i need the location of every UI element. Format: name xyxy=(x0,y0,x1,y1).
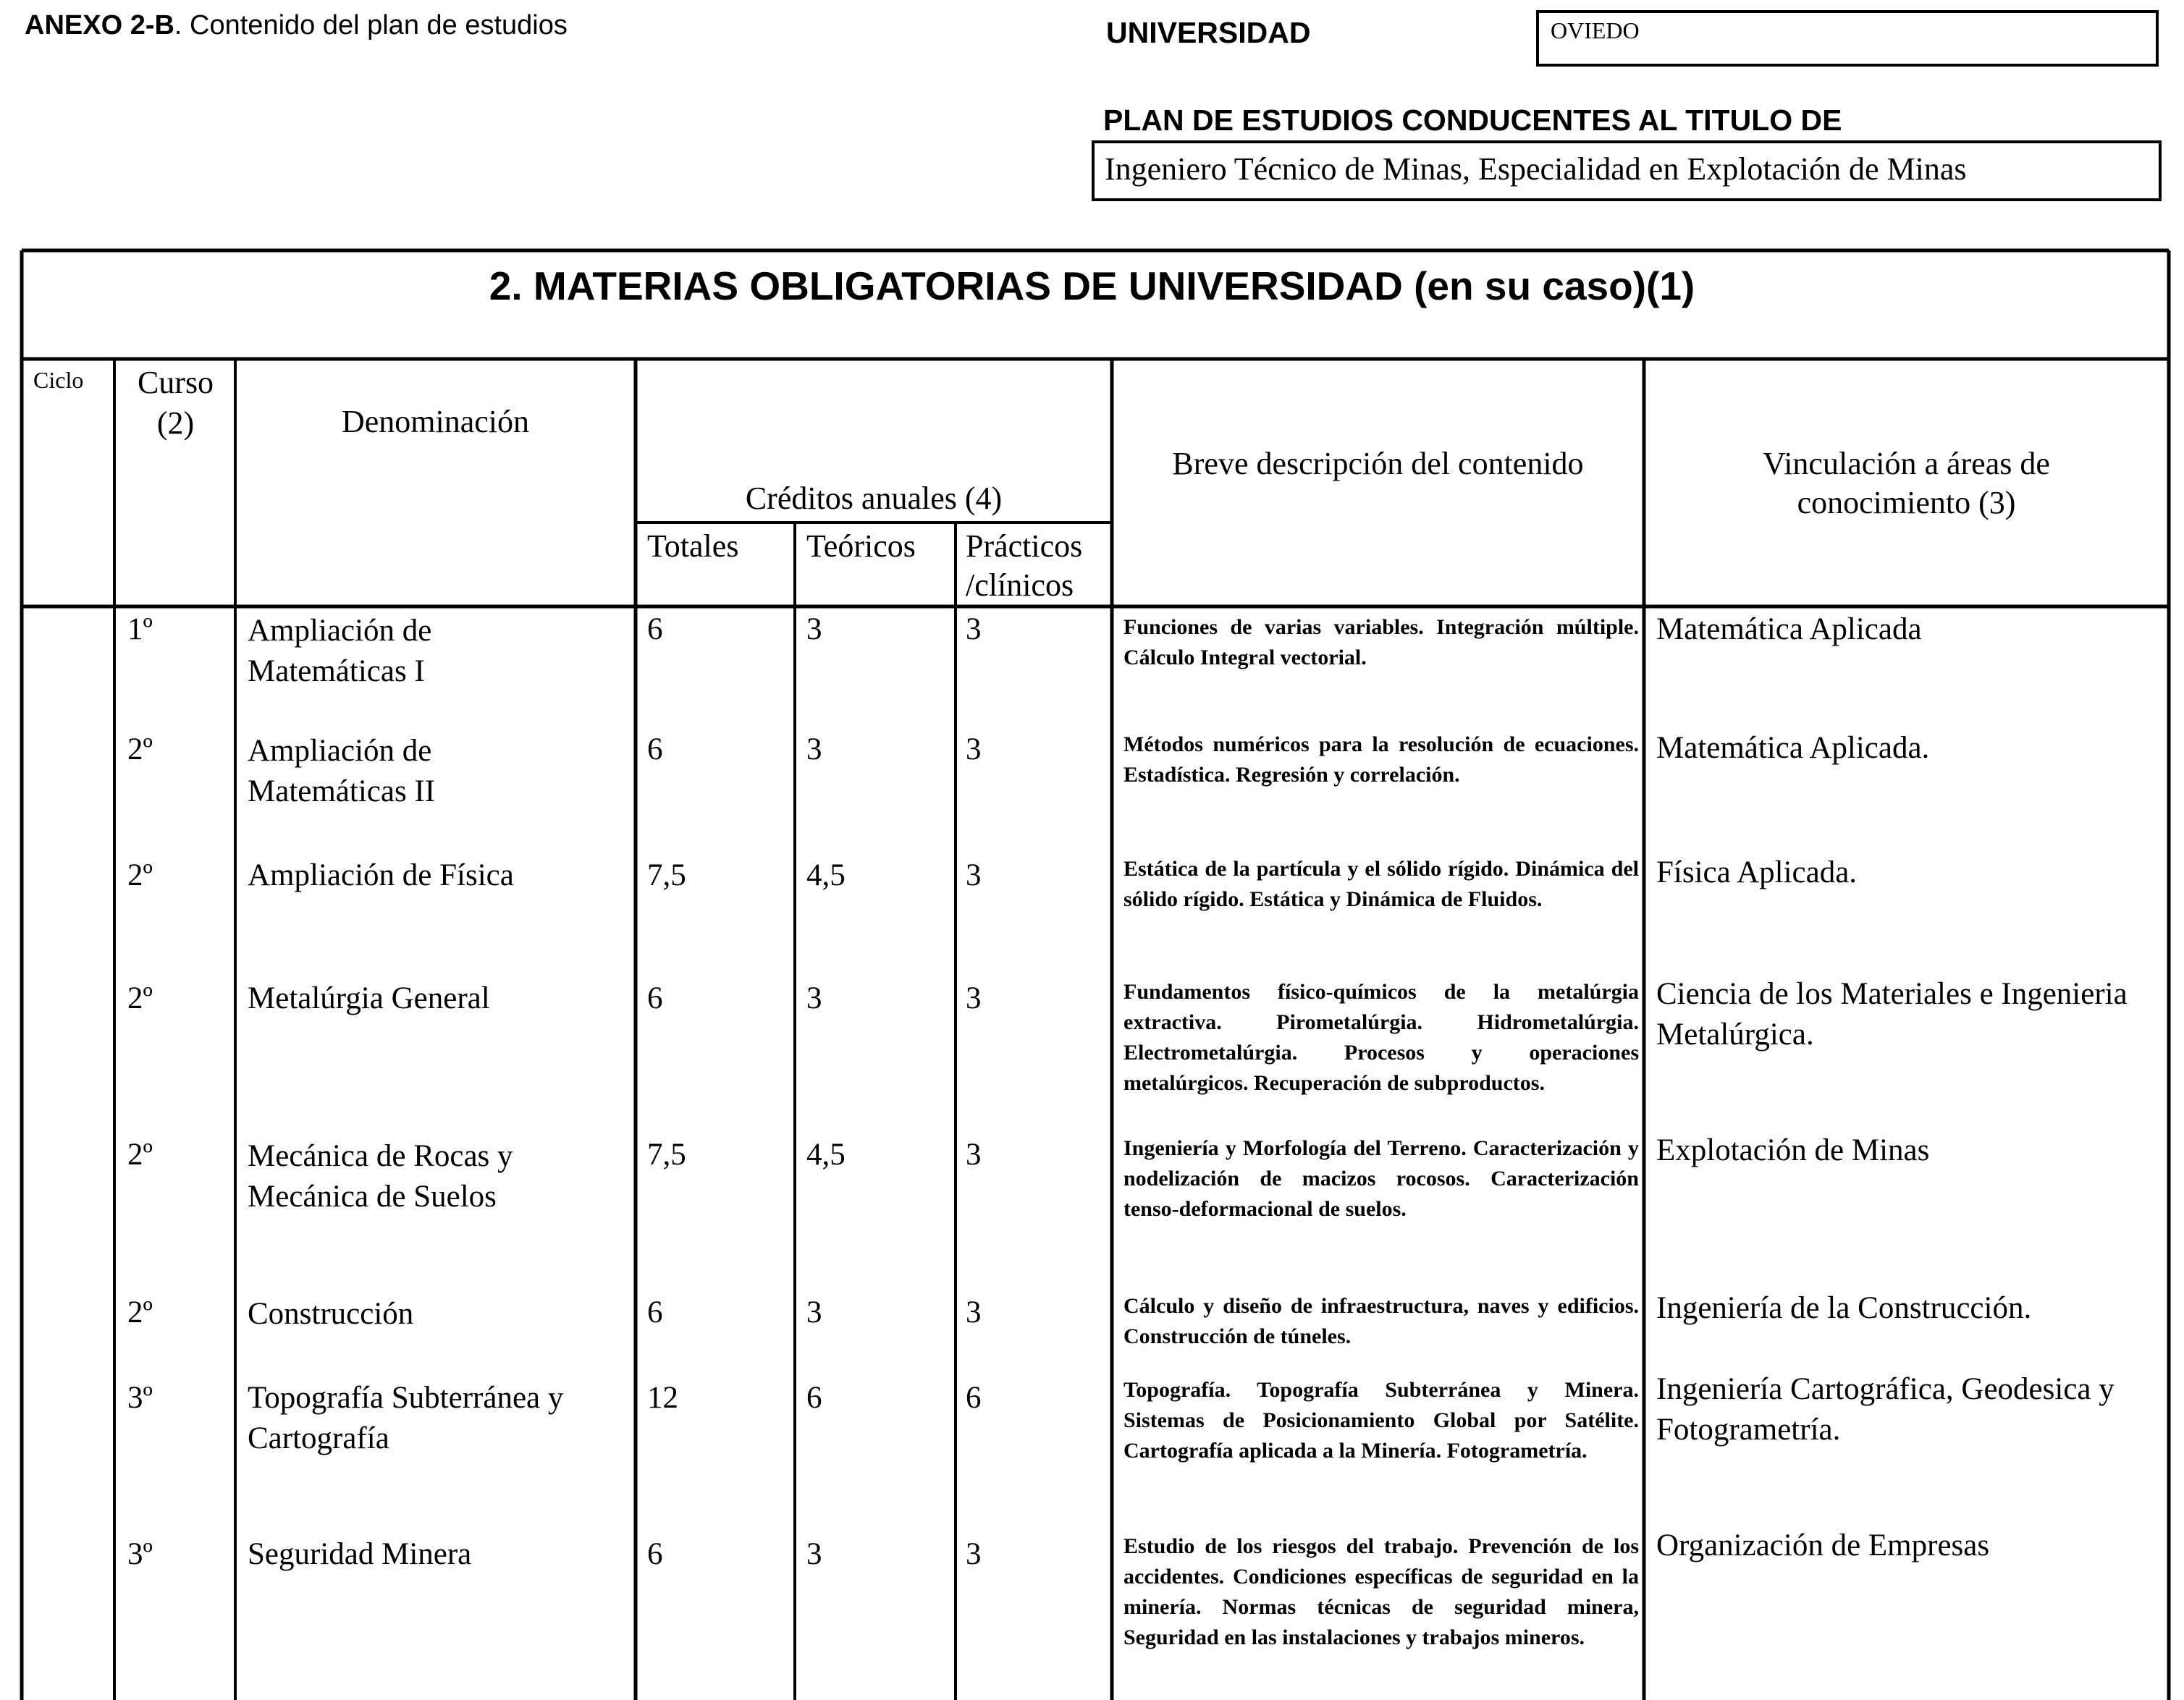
row-4-practicos: 3 xyxy=(966,981,982,1015)
annex-subtitle: . Contenido del plan de estudios xyxy=(174,10,568,41)
row-2-curso: 2º xyxy=(127,732,153,766)
row-4-teoricos: 3 xyxy=(806,981,822,1015)
row-2-teoricos: 3 xyxy=(806,732,822,766)
row-3-vinculacion: Física Aplicada. xyxy=(1656,855,1858,889)
row-5-totales: 7,5 xyxy=(647,1138,686,1172)
row-5-descripcion: Ingeniería y Morfología del Terreno. Caracterización y nodelización de macizos rocosos. Caracterización tenso-deformacional de suelos. xyxy=(1123,1136,1639,1221)
row-6-curso: 2º xyxy=(127,1295,153,1329)
row-3-teoricos: 4,5 xyxy=(806,858,846,892)
row-8-descripcion: Estudio de los riesgos del trabajo. Prevención de los accidentes. Condiciones específicas de seguridad en la minería. Normas técnicas de seguridad minera, Seguridad en las instalaciones y trabajos mineros. xyxy=(1123,1534,1639,1649)
header-clinicos: /clínicos xyxy=(966,567,1074,603)
row-7-teoricos: 6 xyxy=(806,1381,822,1415)
header-creditos: Créditos anuales (4) xyxy=(745,481,1003,516)
row-7-denominacion-cont: Cartografía xyxy=(248,1421,389,1455)
row-7-vinculacion: Ingeniería Cartográfica, Geodesica y Fotogrametría. xyxy=(1656,1372,2115,1447)
row-1-vinculacion: Matemática Aplicada xyxy=(1656,612,1922,646)
row-8-vinculacion: Organización de Empresas xyxy=(1656,1528,1990,1562)
row-1-denominacion: Ampliación de xyxy=(248,614,432,648)
row-6-practicos: 3 xyxy=(966,1295,982,1329)
row-5-teoricos: 4,5 xyxy=(806,1138,846,1172)
row-5-practicos: 3 xyxy=(966,1138,982,1172)
university-label: UNIVERSIDAD xyxy=(1106,16,1311,49)
degree-title-field xyxy=(1092,140,2162,201)
row-5-vinculacion: Explotación de Minas xyxy=(1656,1133,1930,1167)
row-6-denominacion: Construcción xyxy=(248,1297,414,1331)
row-4-vinculacion: Ciencia de los Materiales e Ingenieria Metalúrgica. xyxy=(1656,977,2128,1052)
row-8-curso: 3º xyxy=(127,1537,153,1571)
university-field xyxy=(1536,10,2159,67)
row-6-teoricos: 3 xyxy=(806,1295,822,1329)
row-5-curso: 2º xyxy=(127,1138,153,1172)
row-7-curso: 3º xyxy=(127,1381,153,1415)
header-descripcion: Breve descripción del contenido xyxy=(1172,446,1584,481)
row-8-denominacion: Seguridad Minera xyxy=(248,1537,472,1571)
row-5-denominacion-cont: Mecánica de Suelos xyxy=(248,1180,497,1214)
row-4-curso: 2º xyxy=(127,981,153,1015)
row-8-practicos: 3 xyxy=(966,1537,982,1571)
university-value: OVIEDO xyxy=(1551,17,1640,43)
row-4-denominacion: Metalúrgia General xyxy=(248,981,490,1015)
header-teoricos: Teóricos xyxy=(806,528,916,564)
row-6-descripcion: Cálculo y diseño de infraestructura, naves y edificios. Construcción de túneles. xyxy=(1123,1294,1639,1348)
annex-heading xyxy=(25,10,568,41)
row-6-totales: 6 xyxy=(647,1295,663,1329)
row-1-teoricos: 3 xyxy=(806,612,822,646)
row-2-denominacion-cont: Matemáticas II xyxy=(248,774,436,808)
row-7-denominacion: Topografía Subterránea y xyxy=(248,1381,564,1415)
row-8-teoricos: 3 xyxy=(806,1537,822,1571)
row-7-totales: 12 xyxy=(647,1381,678,1415)
row-3-denominacion: Ampliación de Física xyxy=(248,858,514,892)
row-4-totales: 6 xyxy=(647,981,663,1015)
header-totales: Totales xyxy=(647,528,739,564)
header-vinculacion: Vinculación a áreas de xyxy=(1763,446,2050,481)
row-3-practicos: 3 xyxy=(966,858,982,892)
plan-label: PLAN DE ESTUDIOS CONDUCENTES AL TITULO DE xyxy=(1103,103,1842,137)
header-ciclo: Ciclo xyxy=(33,367,84,393)
row-1-descripcion: Funciones de varias variables. Integración múltiple. Cálculo Integral vectorial. xyxy=(1123,615,1639,669)
row-4-descripcion: Fundamentos físico-químicos de la metalúrgia extractiva. Pirometalúrgia. Hidrometalúrgia. Electrometalúrgia. Procesos y operaciones metalúrgicos. Recuperación de subproductos. xyxy=(1123,980,1639,1095)
annex-number: ANEXO 2-B xyxy=(25,10,174,41)
row-5-denominacion: Mecánica de Rocas y xyxy=(248,1139,513,1173)
row-1-totales: 6 xyxy=(647,612,663,646)
row-2-vinculacion: Matemática Aplicada. xyxy=(1656,731,1930,765)
header-curso-note: (2) xyxy=(156,405,195,441)
header-conocimiento: conocimiento (3) xyxy=(1797,485,2016,520)
row-3-curso: 2º xyxy=(127,858,153,892)
row-2-descripcion: Métodos numéricos para la resolución de ecuaciones. Estadística. Regresión y correlación. xyxy=(1123,732,1639,787)
row-1-curso: 1º xyxy=(127,612,153,646)
row-3-descripcion: Estática de la partícula y el sólido rígido. Dinámica del sólido rígido. Estática y Dinámica de Fluidos. xyxy=(1123,857,1639,911)
row-1-denominacion-cont: Matemáticas I xyxy=(248,654,425,688)
degree-title-value: Ingeniero Técnico de Minas, Especialidad en Explotación de Minas xyxy=(1105,151,1967,187)
header-practicos: Prácticos xyxy=(966,528,1083,564)
header-denominacion: Denominación xyxy=(341,404,530,439)
row-1-practicos: 3 xyxy=(966,612,982,646)
row-3-totales: 7,5 xyxy=(647,858,686,892)
table-title: 2. MATERIAS OBLIGATORIAS DE UNIVERSIDAD (en su caso)(1) xyxy=(489,263,1695,308)
row-8-totales: 6 xyxy=(647,1537,663,1571)
row-2-practicos: 3 xyxy=(966,732,982,766)
row-6-vinculacion: Ingeniería de la Construcción. xyxy=(1656,1291,2032,1325)
row-7-descripcion: Topografía. Topografía Subterránea y Minera. Sistemas de Posicionamiento Global por Satélite. Cartografía aplicada a la Minería. Fotogrametría. xyxy=(1123,1378,1639,1463)
row-2-totales: 6 xyxy=(647,732,663,766)
row-7-practicos: 6 xyxy=(966,1381,982,1415)
row-2-denominacion: Ampliación de xyxy=(248,734,432,768)
header-curso: Curso xyxy=(137,365,214,400)
